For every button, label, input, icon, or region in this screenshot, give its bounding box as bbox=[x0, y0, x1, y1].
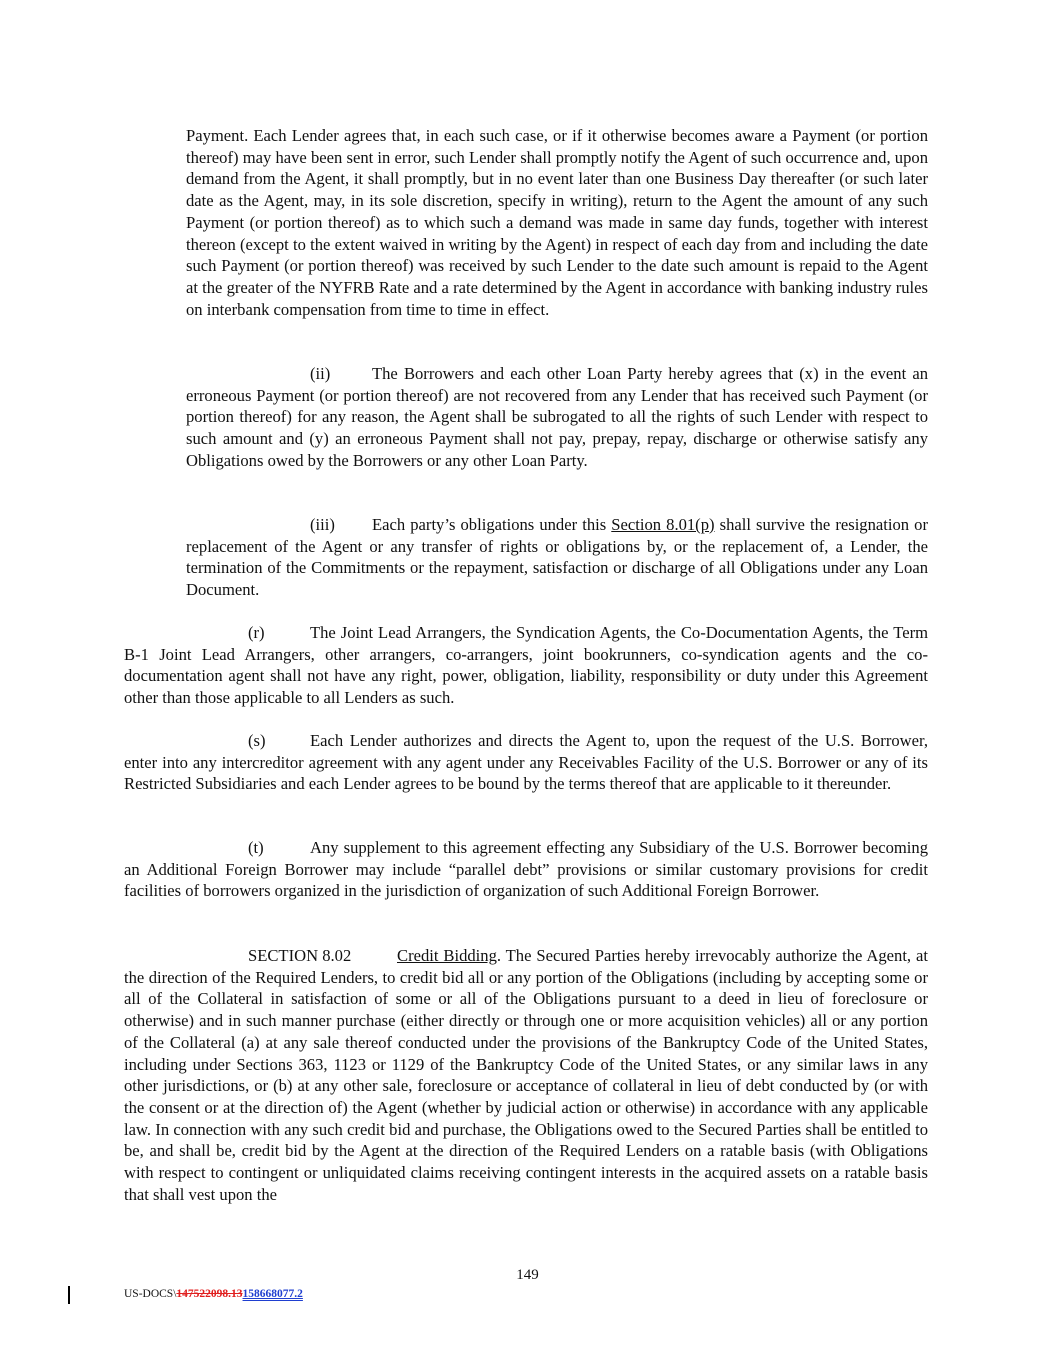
paragraph-text: The Joint Lead Arrangers, the Syndication Agents, the Co-Documentation Agents, the Term B-1 Joint Lead Arrangers, other arrangers, co-arrangers, joint bookrunners, co-syndication agents and the co-documentation agent shall not have any right, power, obligation, liability, responsibility or duty under this Agreement other than those applicable to all Lenders as such. bbox=[124, 623, 928, 708]
paragraph-s bbox=[124, 730, 928, 795]
paragraph-number: (ii) bbox=[310, 364, 331, 383]
doc-id-prefix: US-DOCS\ bbox=[124, 1288, 177, 1300]
paragraph-iii bbox=[186, 514, 928, 601]
paragraph-text: . The Secured Parties hereby irrevocably authorize the Agent, at the direction of the Required Lenders, to credit bid all or any portion of the Obligations (including by accepting some or all of the Collateral in satisfaction of some or all of the Obligations pursuant to a deed in lieu of foreclosure or otherwise) and in such manner purchase (either directly or through one or more acquisition vehicles) all or any portion of the Collateral (a) at any sale thereof conducted under the provisions of the Bankruptcy Code of the United States, including under Sections 363, 1123 or 1129 of the Bankruptcy Code of the United States, or any similar laws in any other jurisdictions, or (b) at any other sale, foreclosure or acceptance of collateral in lieu of debt conducted by (or with the consent or at the direction of) the Agent (whether by judicial action or otherwise) in accordance with any applicable law. In connection with any such credit bid and purchase, the Obligations owed to the Secured Parties shall be entitled to be, and shall be, credit bid by the Agent at the direction of the Required Lenders on a ratable basis (with Obligations with respect to contingent or unliquidated claims receiving contingent interests in the acquired assets on a ratable basis that shall vest upon the bbox=[124, 946, 928, 1204]
doc-id-inserted: 158668077.2 bbox=[242, 1288, 303, 1300]
doc-id-deleted: 147522098.13 bbox=[176, 1288, 243, 1300]
paragraph-number: (t) bbox=[248, 838, 264, 857]
revision-change-bar bbox=[68, 1286, 70, 1304]
paragraph-text: Each Lender authorizes and directs the Agent to, upon the request of the U.S. Borrower, enter into any intercreditor agreement with any agent under any Receivables Facility of the U.S. Borrower or any of its Restricted Subsidiaries and each Lender agrees to be bound by the terms thereof that are applicable to it thereunder. bbox=[124, 731, 928, 794]
document-id-footer bbox=[124, 1288, 303, 1300]
paragraph-payment-continuation bbox=[186, 125, 928, 320]
section-8-02-paragraph bbox=[124, 945, 928, 1205]
paragraph-number: (r) bbox=[248, 623, 265, 642]
paragraph-ii bbox=[186, 363, 928, 472]
paragraph-text: The Borrowers and each other Loan Party hereby agrees that (x) in the event an erroneous Payment (or portion thereof) are not recovered from any Lender that has received such Payment (or portion thereof) for any reason, the Agent shall be subrogated to all the rights of such Lender with respect to such amount and (y) an erroneous Payment shall not pay, prepay, repay, discharge or otherwise satisfy any Obligations owed by the Borrowers or any other Loan Party. bbox=[186, 364, 928, 470]
paragraph-number: (s) bbox=[248, 731, 266, 750]
section-heading: Credit Bidding bbox=[397, 946, 497, 965]
page-number: 149 bbox=[516, 1267, 539, 1283]
section-label: SECTION 8.02 bbox=[248, 946, 352, 965]
paragraph-text: Each party’s obligations under this bbox=[372, 515, 612, 534]
paragraph-text: Payment. Each Lender agrees that, in each such case, or if it otherwise becomes aware a Payment (or portion thereof) may have been sent in error, such Lender shall promptly notify the Agent of such occurrence and, upon demand from the Agent, it shall promptly, but in no event later than one Business Day thereafter (or such later date as the Agent, may, in its sole discretion, specify in writing), return to the Agent the amount of any such Payment (or portion thereof) as to which such a demand was made in same day funds, together with interest thereon (except to the extent waived in writing by the Agent) in respect of each day from and including the date such Payment (or portion thereof) was received by such Lender to the date such amount is repaid to the Agent at the greater of the NYFRB Rate and a rate determined by the Agent in accordance with banking industry rules on interbank compensation from time to time in effect. bbox=[186, 126, 928, 319]
paragraph-r bbox=[124, 622, 928, 709]
paragraph-text: Any supplement to this agreement effecting any Subsidiary of the U.S. Borrower becoming an Additional Foreign Borrower may include “parallel debt” provisions or similar customary provisions for credit facilities of borrowers organized in the jurisdiction of organization of such Additional Foreign Borrower. bbox=[124, 838, 928, 901]
paragraph-t bbox=[124, 837, 928, 902]
paragraph-number: (iii) bbox=[310, 515, 335, 534]
section-reference-link: Section 8.01(p) bbox=[611, 515, 715, 534]
paragraph-text: shall survive the resignation or replacement of the Agent or any transfer of rights or obligations by, or the replacement of, a Lender, the termination of the Commitments or the repayment, satisfaction or discharge of all Obligations under any Loan Document. bbox=[186, 515, 928, 600]
